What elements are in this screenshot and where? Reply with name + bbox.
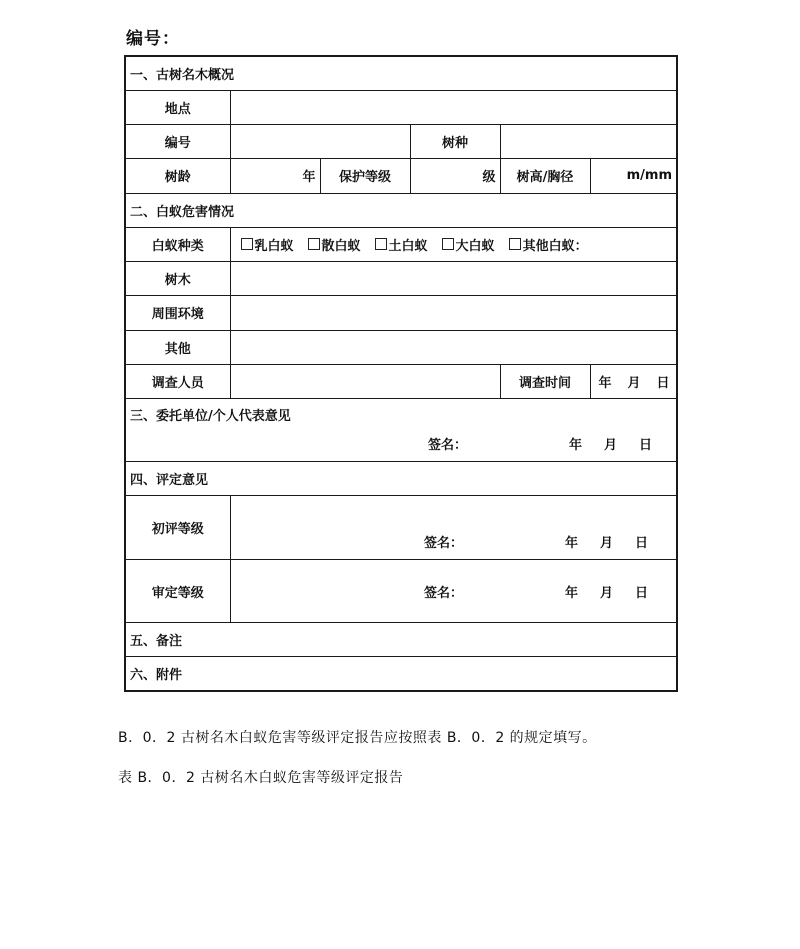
environment-label: 周围环境: [125, 296, 230, 330]
investigator-field[interactable]: [230, 364, 500, 398]
termite-type-options: [230, 227, 677, 261]
year-label: 年: [564, 536, 578, 552]
section-client-opinion: 三、委托单位/个人代表意见: [130, 409, 291, 425]
initial-grade-label: 初评等级: [125, 495, 230, 560]
checkbox-icon[interactable]: [308, 238, 320, 250]
signature-label: 签名：: [423, 585, 463, 601]
day-label: 日: [639, 438, 653, 454]
month-label: 月: [599, 536, 613, 552]
year-unit: 年: [302, 170, 316, 186]
signature-label: 签名：: [423, 536, 463, 552]
species-field[interactable]: [500, 125, 677, 159]
month-label: 月: [599, 585, 613, 601]
footer-paragraph-instruction: B．0．2 古树名木白蚁危害等级评定报告应按照表 B．0．2 的规定填写。: [118, 730, 597, 746]
checkbox-icon[interactable]: [241, 238, 253, 250]
checkbox-icon[interactable]: [442, 238, 454, 250]
termite-option-label: 其他白蚁：: [522, 238, 588, 254]
client-signature-line: [126, 434, 676, 453]
signature-label: 签名：: [427, 438, 467, 454]
tree-label: 树木: [125, 262, 230, 296]
species-label: 树种: [410, 125, 500, 159]
age-field[interactable]: [230, 159, 320, 193]
client-opinion-block[interactable]: [125, 399, 677, 461]
level-unit: 级: [482, 170, 496, 186]
day-label: 日: [656, 376, 670, 392]
footer-table-caption: 表 B．0．2 古树名木白蚁危害等级评定报告: [118, 770, 404, 786]
location-field[interactable]: [230, 90, 677, 124]
environment-field[interactable]: [230, 296, 677, 330]
other-label: 其他: [125, 330, 230, 364]
height-dbh-label: 树高/胸径: [500, 159, 590, 193]
final-signature-line: [235, 582, 673, 601]
section-remarks[interactable]: 五、备注: [125, 622, 677, 656]
initial-signature-line: [235, 532, 673, 551]
section-attachments[interactable]: 六、附件: [125, 657, 677, 691]
serial-number-label: 编号：: [126, 29, 180, 49]
termite-option-label: 大白蚁: [455, 238, 495, 254]
month-label: 月: [627, 376, 641, 392]
tree-field[interactable]: [230, 262, 677, 296]
termite-option-3[interactable]: [375, 235, 428, 254]
number-label: 编号: [125, 125, 230, 159]
checkbox-icon[interactable]: [509, 238, 521, 250]
year-label: 年: [598, 376, 612, 392]
day-label: 日: [635, 585, 649, 601]
m-mm-unit: m/mm: [626, 168, 673, 184]
other-field[interactable]: [230, 330, 677, 364]
section-assessment: 四、评定意见: [125, 461, 677, 495]
number-field[interactable]: [230, 125, 410, 159]
final-grade-label: 审定等级: [125, 560, 230, 622]
termite-option-5[interactable]: [509, 235, 588, 254]
checkbox-icon[interactable]: [375, 238, 387, 250]
termite-option-label: 乳白蚁: [254, 238, 294, 254]
age-label: 树龄: [125, 159, 230, 193]
year-label: 年: [568, 438, 582, 454]
termite-type-label: 白蚁种类: [125, 227, 230, 261]
protection-level-label: 保护等级: [320, 159, 410, 193]
section-overview: 一、古树名木概况: [125, 56, 677, 90]
survey-time-label: 调查时间: [500, 364, 590, 398]
height-dbh-field[interactable]: [590, 159, 677, 193]
termite-option-2[interactable]: [308, 235, 361, 254]
termite-option-label: 土白蚁: [388, 238, 428, 254]
protection-level-field[interactable]: [410, 159, 500, 193]
month-label: 月: [603, 438, 617, 454]
location-label: 地点: [125, 90, 230, 124]
year-label: 年: [564, 585, 578, 601]
section-termite-damage: 二、白蚁危害情况: [125, 193, 677, 227]
termite-option-label: 散白蚁: [321, 238, 361, 254]
final-grade-field[interactable]: [230, 560, 677, 622]
investigator-label: 调查人员: [125, 364, 230, 398]
day-label: 日: [635, 536, 649, 552]
initial-grade-field[interactable]: [230, 495, 677, 560]
survey-time-field[interactable]: [590, 364, 677, 398]
termite-option-4[interactable]: [442, 235, 495, 254]
termite-damage-assessment-form: [124, 55, 678, 692]
termite-option-1[interactable]: [241, 235, 294, 254]
